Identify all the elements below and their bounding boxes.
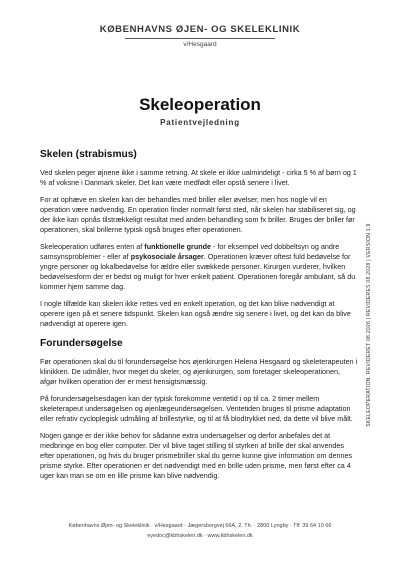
clinic-subtitle: v/Hesgaard <box>183 41 217 48</box>
text-run: . Operationen kræver oftest fuld bedøvelse for yngre personer og lokalbedøvelse for ældre eller svækkede personer. Kirurgen vurderer, hvilken bedøvelsesform der er bedst og muligt for hver enkelt patient. Operationen foregår ambulant, så du kommer hjem samme dag. <box>40 252 356 291</box>
title-block <box>0 95 400 127</box>
revision-note <box>362 170 376 480</box>
text-run: Skeleoperation udføres enten af <box>40 242 145 251</box>
document-body <box>40 150 358 488</box>
paragraph: Nogen gange er der ikke behov for sådanne extra undersøgelser og derfor anbefales det at medbringe en bog eller computer. Der vil blive taget stilling til styrken af brille der skal anvendes efter operationen, og hvis du bruger prismebriller skal du gerne kunne give information om dennes prisme styrke. Efter operationen er det nødvendigt med en brille uden prisme, men først efter ca 4 uger kan man se om en lille prisme kan blive nødvendig. <box>40 431 353 480</box>
document-title: Skeleoperation <box>139 95 261 114</box>
paragraph: På forundersøgelsesdagen kan der typisk forekomme ventetid i op til ca. 2 timer mellem skeleterapeut undersøgelsen og øjenlægeundersøgelsen. Ventetiden bruges til prisme adaptation eller refrativ cycloplegisk udmåling af brillestyrke, og til at få blodtrykket ned, da dette vil blive målt. <box>40 394 353 423</box>
bold-text: funktionelle grunde <box>144 242 211 251</box>
clinic-header <box>0 24 400 48</box>
paragraph: I nogle tilfælde kan skelen ikke rettes ved en enkelt operation, og det kan blive nødvendigt at operere igen på et senere tidspunkt. Skelen kan også ændre sig senere i livet, og det kan da blive nødvendigt at operere igen. <box>40 299 351 328</box>
clinic-name: KØBENHAVNS ØJEN- OG SKELEKLINIK <box>99 24 301 35</box>
page-footer <box>0 521 400 541</box>
section-heading-strabismus: Skelen (strabismus) <box>40 149 137 160</box>
revision-text: SKELEOPERATION. REVIDERET 08.2026 | REVIDERES 08.2028 | VERSION 1.9 <box>366 223 372 427</box>
text-run: - for eksempel ved dobbeltsyn og andre samsynsproblemer - eller af <box>40 242 340 261</box>
header-divider <box>125 38 275 39</box>
footer-contact: eyedoc@kbhskeleri.dk · www.kbhskelen.dk <box>147 533 253 539</box>
bold-text: psykosociale årsager <box>130 252 204 261</box>
paragraph <box>40 242 358 292</box>
paragraph: Før operationen skal du til forundersøgelse hos øjenkirurgen Helena Hesgaard og skeleterapeuten i klinikken. De udmåler, hvor meget du skeler, og øjenkirurgen, som foretager skeleoperationen, afgør hvilken operation der er mest hensigtsmæssig. <box>40 357 358 386</box>
paragraph: Ved skelen peger øjnene ikke i samme retning. At skele er ikke ualmindeligt - cirka 5 % af børn og 1 % af voksne i Danmark skeler. Det kan være medfødt eller opstå senere i livet. <box>40 168 357 187</box>
section-heading-preexamination: Forundersøgelse <box>40 338 123 349</box>
document-subtitle: Patientvejledning <box>160 118 240 127</box>
footer-address: Københavns Øjen- og Skeleklinik · v/Hesgaard · Jægersborgvej 66A, 2. Th. · 2800 Lyngby · Tlf: 39 64 10 66 <box>68 523 332 529</box>
paragraph: For at ophæve en skelen kan der behandles med briller eller øvelser, men hos nogle vil en operation være nødvendig. En operation finder normalt først sted, når skelen har stabiliseret sig, og der ikke kan opnås tilstrækkeligt resultat med anden behandling som fx briller. Bruges der briller før operationen, skal brillerne typisk også bruges efter operationen. <box>40 195 356 234</box>
